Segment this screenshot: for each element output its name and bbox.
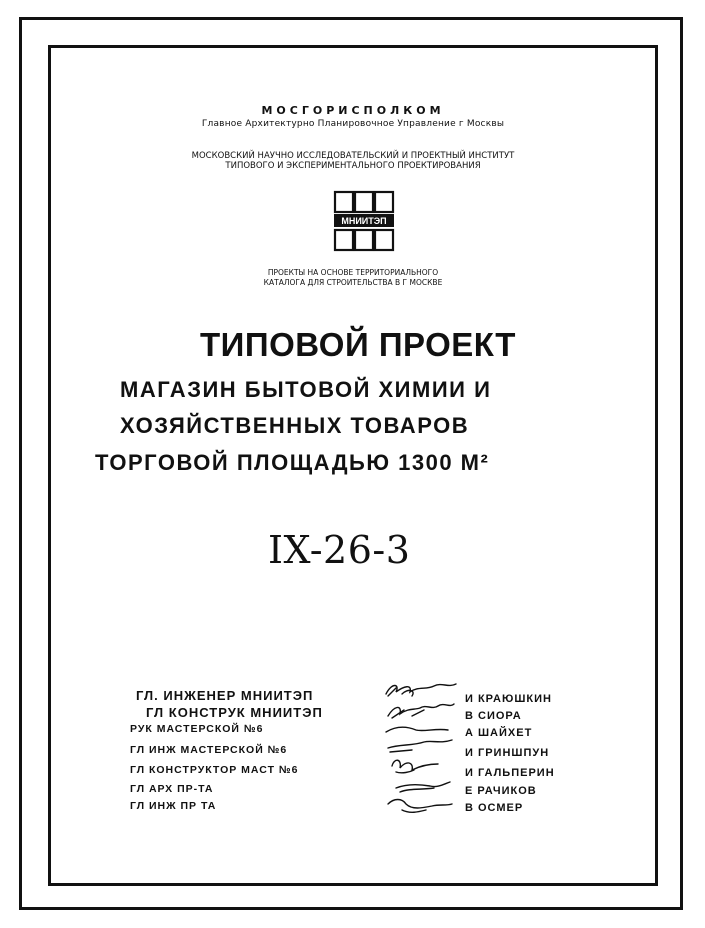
signature-role: ГЛ АРХ ПР-ТА — [130, 783, 214, 795]
org-title: МОСГОРИСПОЛКОМ — [261, 104, 445, 117]
institute-line-2: ТИПОВОГО И ЭКСПЕРИМЕНТАЛЬНОГО ПРОЕКТИРОВАНИЯ — [225, 161, 481, 171]
signature-role: ГЛ КОНСТРУК МНИИТЭП — [146, 705, 323, 720]
logo-text: МНИИТЭП — [341, 216, 387, 226]
institute-logo — [333, 190, 395, 252]
signatory-name: И ГРИНШПУН — [465, 747, 550, 759]
handwritten-signatures — [382, 680, 460, 830]
signatory-name: И КРАЮШКИН — [465, 693, 552, 705]
org-subtitle: Главное Архитектурно Планировочное Управление г Москвы — [201, 119, 505, 129]
project-title-line-2: ХОЗЯЙСТВЕННЫХ ТОВАРОВ — [120, 413, 470, 438]
signature-role: ГЛ ИНЖ МАСТЕРСКОЙ №6 — [130, 744, 288, 756]
signature-role: ГЛ КОНСТРУКТОР МАСТ №6 — [130, 764, 299, 776]
institute-line-1: МОСКОВСКИЙ НАУЧНО ИССЛЕДОВАТЕЛЬСКИЙ И ПРОЕКТНЫЙ ИНСТИТУТ — [191, 151, 515, 161]
project-code: IX-26-3 — [268, 528, 411, 572]
signature-role: ГЛ. ИНЖЕНЕР МНИИТЭП — [136, 688, 314, 703]
signatory-name: Е РАЧИКОВ — [465, 785, 537, 797]
signature-role: РУК МАСТЕРСКОЙ №6 — [130, 723, 264, 735]
signature-role: ГЛ ИНЖ ПР ТА — [130, 800, 217, 812]
signatory-name: В СИОРА — [465, 710, 522, 722]
catalog-line-1: ПРОЕКТЫ НА ОСНОВЕ ТЕРРИТОРИАЛЬНОГО — [267, 268, 439, 277]
signatory-name: А ШАЙХЕТ — [465, 727, 533, 739]
signatory-name: И ГАЛЬПЕРИН — [465, 767, 555, 779]
catalog-line-2: КАТАЛОГА ДЛЯ СТРОИТЕЛЬСТВА В Г МОСКВЕ — [263, 278, 443, 287]
project-title-line-3: ТОРГОВОЙ ПЛОЩАДЬЮ 1300 М² — [95, 450, 490, 475]
signatory-name: В ОСМЕР — [465, 802, 524, 814]
project-title-line-1: МАГАЗИН БЫТОВОЙ ХИМИИ И — [120, 377, 492, 402]
document-type: ТИПОВОЙ ПРОЕКТ — [200, 326, 516, 363]
